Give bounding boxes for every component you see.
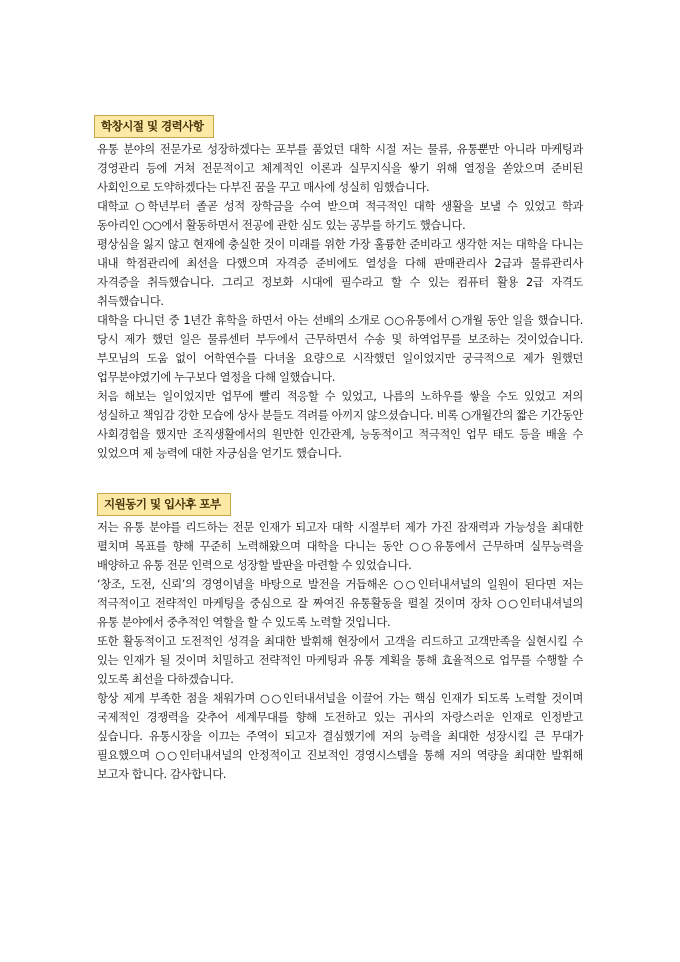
section-body-career — [97, 140, 583, 463]
section-motivation — [97, 493, 583, 784]
section-career — [97, 115, 583, 463]
paragraph: 평상심을 잃지 않고 현재에 충실한 것이 미래를 위한 가장 훌륭한 준비라고 생각한 저는 대학을 다니는 내내 학점관리에 최선을 다했으며 자격증 준비에도 열성을 다해 판매관리사 2급과 물류관리사 자격증을 취득했습니다. 그리고 정보화 시대에 필수라고 할 수 있는 컴퓨터 활용 2급 자격도 취득했습니다. — [97, 238, 583, 308]
paragraph: 처음 해보는 일이었지만 업무에 빨리 적응할 수 있었고, 나름의 노하우를 쌓을 수도 있었고 저의 성실하고 책임감 강한 모습에 상사 분들도 격려를 아끼지 않으셨습니다. 비록 ○개월간의 짧은 기간동안 사회경험을 했지만 조직생활에서의 원만한 인간관계, 능동적이고 적극적인 업무 태도 등을 배울 수 있었으며 제 능력에 대한 자긍심을 얻기도 했습니다. — [97, 390, 583, 460]
paragraph: 대학교 ○학년부터 졸곧 성적 장학금을 수여 받으며 적극적인 대학 생활을 보낼 수 있었고 학과 동아리인 ○○에서 활동하면서 전공에 관한 심도 있는 공부를 하기도 했습니다. — [97, 200, 583, 232]
paragraph: 저는 유통 분야를 리드하는 전문 인재가 되고자 대학 시절부터 제가 가진 잠재력과 가능성을 최대한 펼치며 목표를 향해 꾸준히 노력해왔으며 대학을 다니는 동안 ○○유통에서 근무하며 실무능력을 배양하고 유통 전문 인력으로 성장할 발판을 마련할 수 있었습니다. — [97, 521, 583, 572]
paragraph: 항상 제게 부족한 점을 채워가며 ○○인터내셔널을 이끌어 가는 핵심 인재가 되도록 노력할 것이며 국제적인 경쟁력을 갖추어 세계무대를 향해 도전하고 있는 귀사의 자랑스러운 인재로 인정받고 싶습니다. 유통시장을 이끄는 주역이 되고자 결심했기에 저의 능력을 최대한 성장시킬 큰 무대가 필요했으며 ○○인터내셔널의 안정적이고 진보적인 경영시스템을 통해 저의 역량을 최대한 발휘해 보고자 합니다. 감사합니다. — [97, 692, 583, 781]
paragraph: 또한 활동적이고 도전적인 성격을 최대한 발휘해 현장에서 고객을 리드하고 고객만족을 실현시킬 수 있는 인재가 될 것이며 치밀하고 전략적인 마케팅과 유통 계획을 통해 효율적으로 업무를 수행할 수 있도록 최선을 다하겠습니다. — [97, 635, 583, 686]
paragraph: ‘창조, 도전, 신뢰’의 경영이념을 바탕으로 발전을 거듭해온 ○○인터내셔널의 일원이 된다면 저는 적극적이고 전략적인 마케팅을 중심으로 잘 짜여진 유통활동을 펼칠 것이며 장차 ○○인터내셔널의 유통 분야에서 중추적인 역할을 할 수 있도록 노력할 것입니다. — [97, 578, 583, 629]
paragraph: 대학을 다니던 중 1년간 휴학을 하면서 아는 선배의 소개로 ○○유통에서 ○개월 동안 일을 했습니다. 당시 제가 했던 일은 물류센터 부두에서 근무하면서 수송 및 하역업무를 보조하는 것이었습니다. 부모님의 도움 없이 어학연수를 다녀올 요량으로 시작했던 일이었지만 궁극적으로 제가 원했던 업무분야였기에 누구보다 열정을 다해 일했습니다. — [97, 314, 583, 384]
section-heading-motivation: 지원동기 및 입사후 포부 — [97, 493, 231, 516]
section-heading-career: 학창시절 및 경력사항 — [94, 115, 214, 138]
paragraph: 유통 분야의 전문가로 성장하겠다는 포부를 품었던 대학 시절 저는 물류, 유통뿐만 아니라 마케팅과 경영관리 등에 거쳐 전문적이고 체계적인 이론과 실무지식을 쌓기 위해 열정을 쏟았으며 준비된 사회인으로 도약하겠다는 다부진 꿈을 꾸고 매사에 성실히 임했습니다. — [97, 143, 583, 194]
section-body-motivation — [97, 518, 583, 784]
